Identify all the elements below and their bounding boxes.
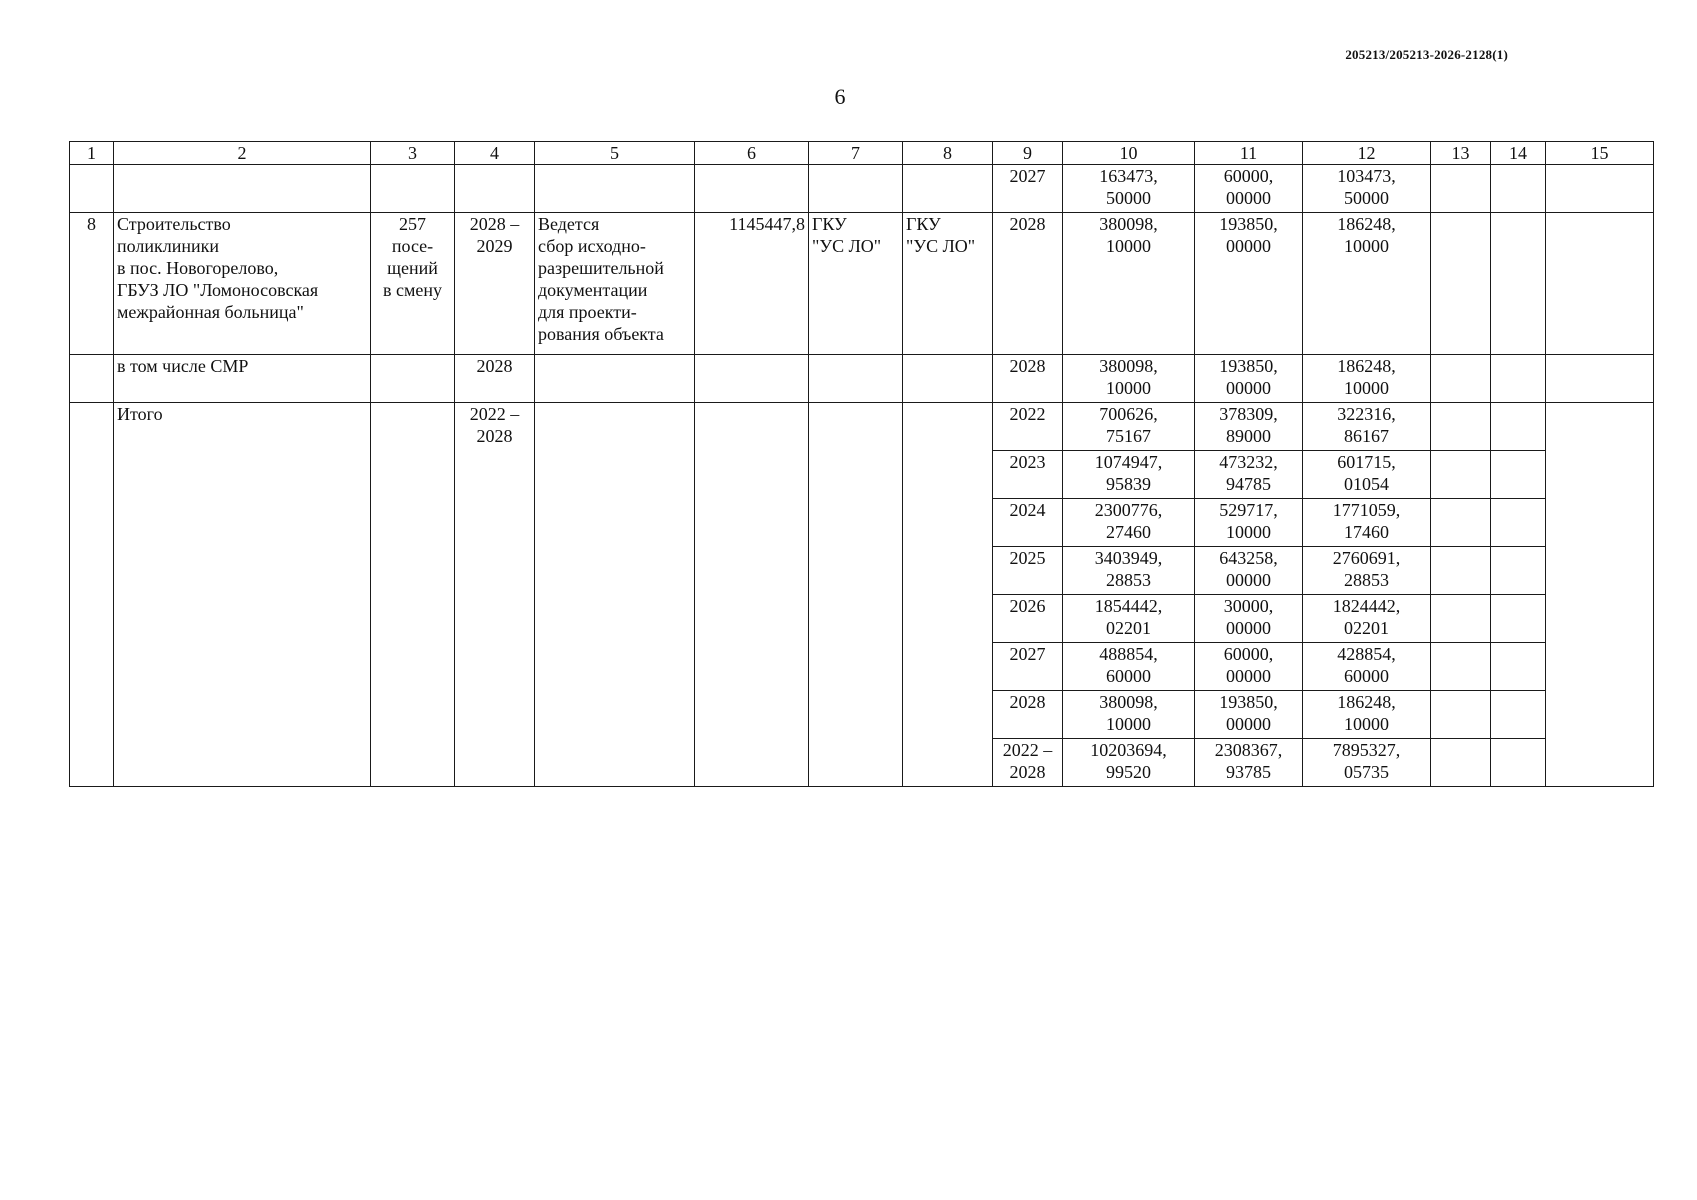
column-number-row xyxy=(70,142,1654,165)
year-cell: 2028 xyxy=(993,213,1063,355)
status-cell: Ведется сбор исходно- разрешительной документации для проекти- рования объекта xyxy=(535,213,695,355)
column-header: 10 xyxy=(1063,142,1195,165)
smr-label: в том числе СМР xyxy=(114,355,371,403)
federal-funds-cell: 193850, 00000 xyxy=(1195,691,1303,739)
regional-funds-cell: 186248, 10000 xyxy=(1303,355,1431,403)
total-cost-cell: 1854442, 02201 xyxy=(1063,595,1195,643)
total-cost-cell: 10203694, 99520 xyxy=(1063,739,1195,787)
total-cost-cell: 700626, 75167 xyxy=(1063,403,1195,451)
column-header: 15 xyxy=(1546,142,1654,165)
total-cost-cell: 163473, 50000 xyxy=(1063,165,1195,213)
regional-funds-cell: 428854, 60000 xyxy=(1303,643,1431,691)
regional-funds-cell: 103473, 50000 xyxy=(1303,165,1431,213)
capacity-cell: 257 посе- щений в смену xyxy=(371,213,455,355)
federal-funds-cell: 643258, 00000 xyxy=(1195,547,1303,595)
table-row xyxy=(70,165,1654,213)
table-row xyxy=(70,213,1654,355)
year-cell: 2026 xyxy=(993,595,1063,643)
federal-funds-cell: 60000, 00000 xyxy=(1195,165,1303,213)
period-cell: 2028 xyxy=(455,355,535,403)
year-cell: 2022 – 2028 xyxy=(993,739,1063,787)
year-cell: 2028 xyxy=(993,691,1063,739)
regional-funds-cell: 1771059, 17460 xyxy=(1303,499,1431,547)
period-cell: 2028 – 2029 xyxy=(455,213,535,355)
year-cell: 2023 xyxy=(993,451,1063,499)
total-label: Итого xyxy=(114,403,371,787)
regional-funds-cell: 186248, 10000 xyxy=(1303,213,1431,355)
column-header: 1 xyxy=(70,142,114,165)
object-name: Строительство поликлиники в пос. Новогорелово, ГБУЗ ЛО "Ломоносовская межрайонная больница" xyxy=(114,213,371,355)
estimated-cost-cell: 1145447,8 xyxy=(695,213,809,355)
year-cell: 2027 xyxy=(993,165,1063,213)
federal-funds-cell: 378309, 89000 xyxy=(1195,403,1303,451)
total-cost-cell: 2300776, 27460 xyxy=(1063,499,1195,547)
column-header: 5 xyxy=(535,142,695,165)
column-header: 2 xyxy=(114,142,371,165)
column-header: 3 xyxy=(371,142,455,165)
column-header: 8 xyxy=(903,142,993,165)
column-header: 12 xyxy=(1303,142,1431,165)
page-number: 6 xyxy=(834,84,846,109)
regional-funds-cell: 1824442, 02201 xyxy=(1303,595,1431,643)
total-cost-cell: 3403949, 28853 xyxy=(1063,547,1195,595)
item-number: 8 xyxy=(70,213,114,355)
federal-funds-cell: 193850, 00000 xyxy=(1195,213,1303,355)
column-header: 11 xyxy=(1195,142,1303,165)
federal-funds-cell: 473232, 94785 xyxy=(1195,451,1303,499)
federal-funds-cell: 30000, 00000 xyxy=(1195,595,1303,643)
year-cell: 2028 xyxy=(993,355,1063,403)
period-cell: 2022 – 2028 xyxy=(455,403,535,787)
document-id: 205213/205213-2026-2128(1) xyxy=(1345,47,1508,62)
column-header: 14 xyxy=(1491,142,1546,165)
total-cost-cell: 380098, 10000 xyxy=(1063,213,1195,355)
builder-cell: ГКУ "УС ЛО" xyxy=(903,213,993,355)
regional-funds-cell: 186248, 10000 xyxy=(1303,691,1431,739)
table-row xyxy=(70,355,1654,403)
column-header: 9 xyxy=(993,142,1063,165)
column-header: 6 xyxy=(695,142,809,165)
column-header: 13 xyxy=(1431,142,1491,165)
customer-cell: ГКУ "УС ЛО" xyxy=(809,213,903,355)
federal-funds-cell: 529717, 10000 xyxy=(1195,499,1303,547)
year-cell: 2025 xyxy=(993,547,1063,595)
year-cell: 2027 xyxy=(993,643,1063,691)
total-cost-cell: 1074947, 95839 xyxy=(1063,451,1195,499)
federal-funds-cell: 193850, 00000 xyxy=(1195,355,1303,403)
table-row xyxy=(70,403,1654,451)
total-cost-cell: 488854, 60000 xyxy=(1063,643,1195,691)
year-cell: 2022 xyxy=(993,403,1063,451)
regional-funds-cell: 322316, 86167 xyxy=(1303,403,1431,451)
column-header: 4 xyxy=(455,142,535,165)
regional-funds-cell: 7895327, 05735 xyxy=(1303,739,1431,787)
investment-table xyxy=(69,141,1654,787)
federal-funds-cell: 60000, 00000 xyxy=(1195,643,1303,691)
federal-funds-cell: 2308367, 93785 xyxy=(1195,739,1303,787)
total-cost-cell: 380098, 10000 xyxy=(1063,355,1195,403)
column-header: 7 xyxy=(809,142,903,165)
total-cost-cell: 380098, 10000 xyxy=(1063,691,1195,739)
year-cell: 2024 xyxy=(993,499,1063,547)
regional-funds-cell: 2760691, 28853 xyxy=(1303,547,1431,595)
regional-funds-cell: 601715, 01054 xyxy=(1303,451,1431,499)
